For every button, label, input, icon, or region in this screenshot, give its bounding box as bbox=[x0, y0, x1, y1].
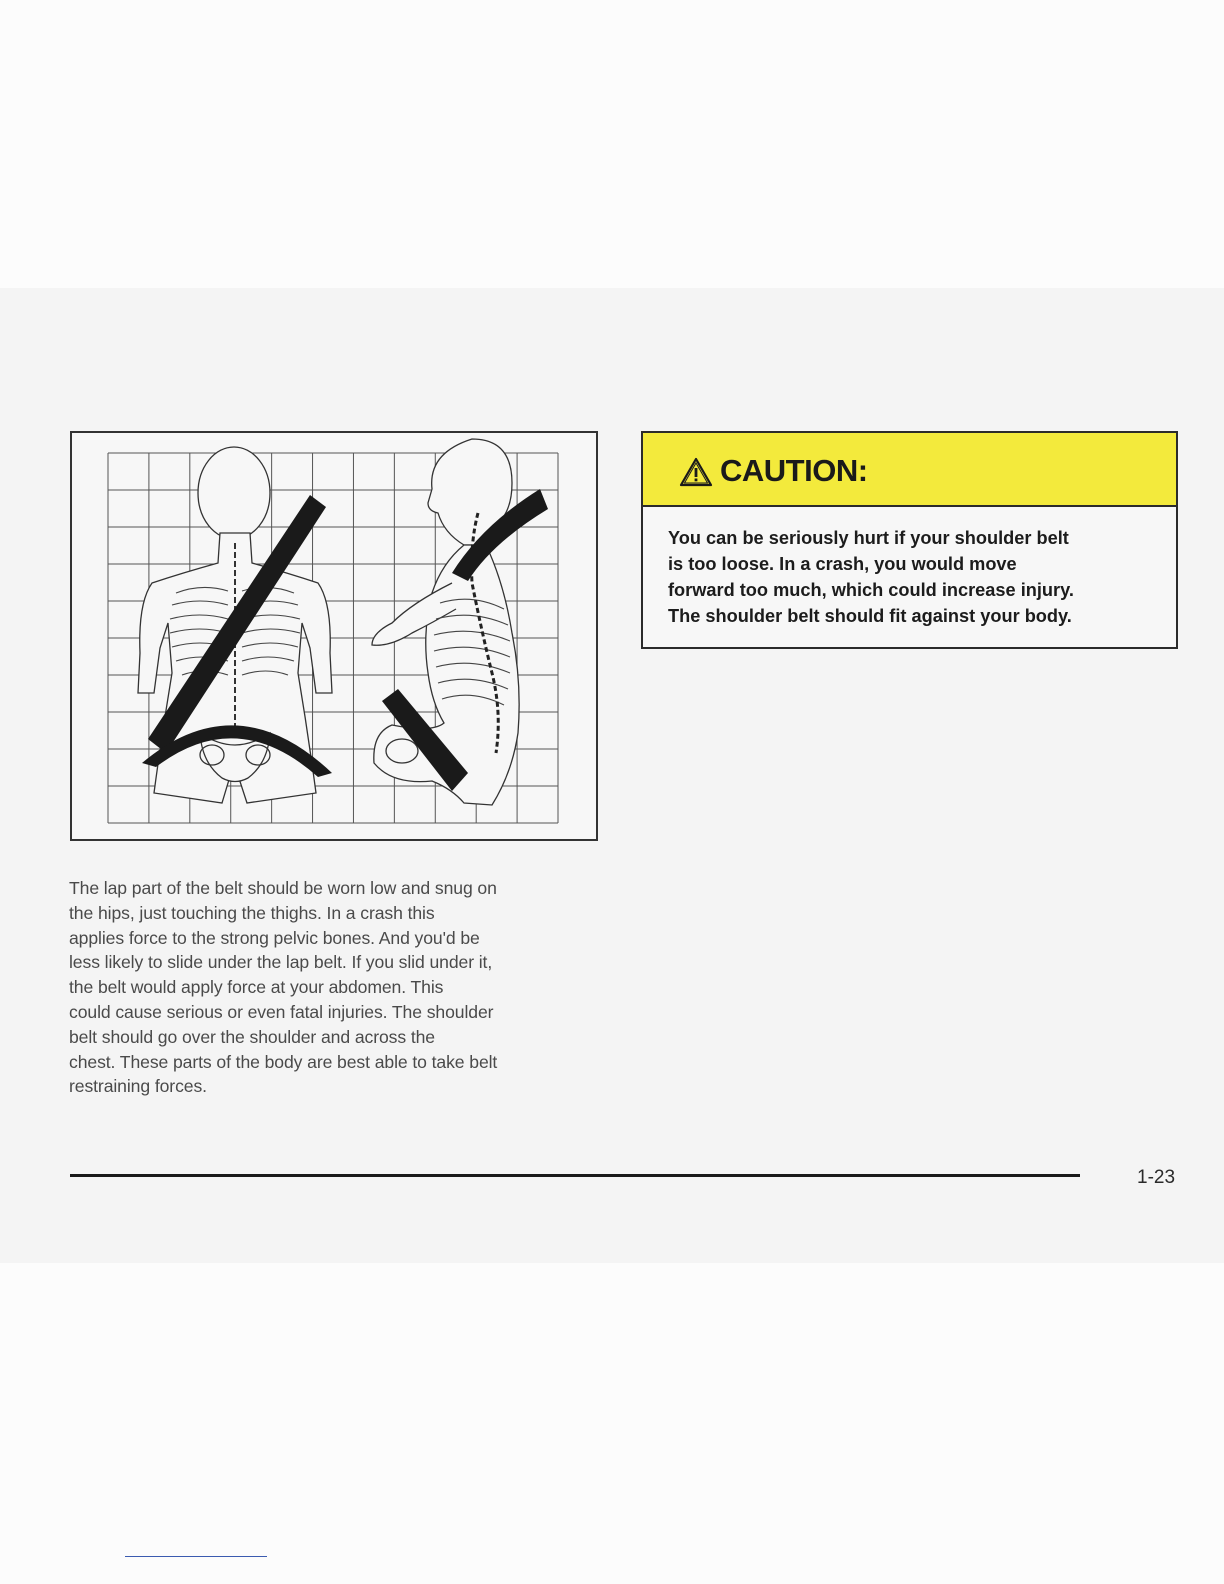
page-number: 1-23 bbox=[1137, 1167, 1176, 1188]
caution-message bbox=[668, 525, 1164, 629]
body-text-line: chest. These parts of the body are best able to take belt bbox=[69, 1051, 498, 1072]
footer-rule bbox=[70, 1174, 1080, 1177]
body-text-line: less likely to slide under the lap belt. If you slid under it, bbox=[69, 952, 493, 973]
caution-text-line: forward too much, which could increase injury. bbox=[668, 580, 1074, 600]
body-text-line: restraining forces. bbox=[69, 1076, 207, 1097]
body-text-line: could cause serious or even fatal injuries. The shoulder bbox=[69, 1001, 494, 1022]
body-text-line: the hips, just touching the thighs. In a crash this bbox=[69, 902, 435, 923]
caution-header bbox=[643, 433, 1176, 507]
warning-triangle-icon bbox=[679, 457, 713, 487]
seat-belt-skeleton-illustration bbox=[70, 431, 598, 841]
body-text-line: The lap part of the belt should be worn low and snug on bbox=[69, 878, 497, 898]
body-text-line: applies force to the strong pelvic bones. And you'd be bbox=[69, 927, 480, 948]
caution-box bbox=[641, 431, 1178, 649]
bottom-rule bbox=[125, 1556, 267, 1557]
caution-text-line: is too loose. In a crash, you would move bbox=[668, 554, 1017, 574]
skeleton-belt-drawing bbox=[72, 433, 596, 839]
caution-text-line: The shoulder belt should fit against your body. bbox=[668, 606, 1072, 626]
caution-title: CAUTION: bbox=[720, 453, 868, 488]
body-text-line: belt should go over the shoulder and across the bbox=[69, 1026, 435, 1047]
caution-text-line: You can be seriously hurt if your shoulder belt bbox=[668, 528, 1069, 548]
lap-belt-paragraph bbox=[69, 876, 609, 1099]
body-text-line: the belt would apply force at your abdomen. This bbox=[69, 977, 444, 998]
